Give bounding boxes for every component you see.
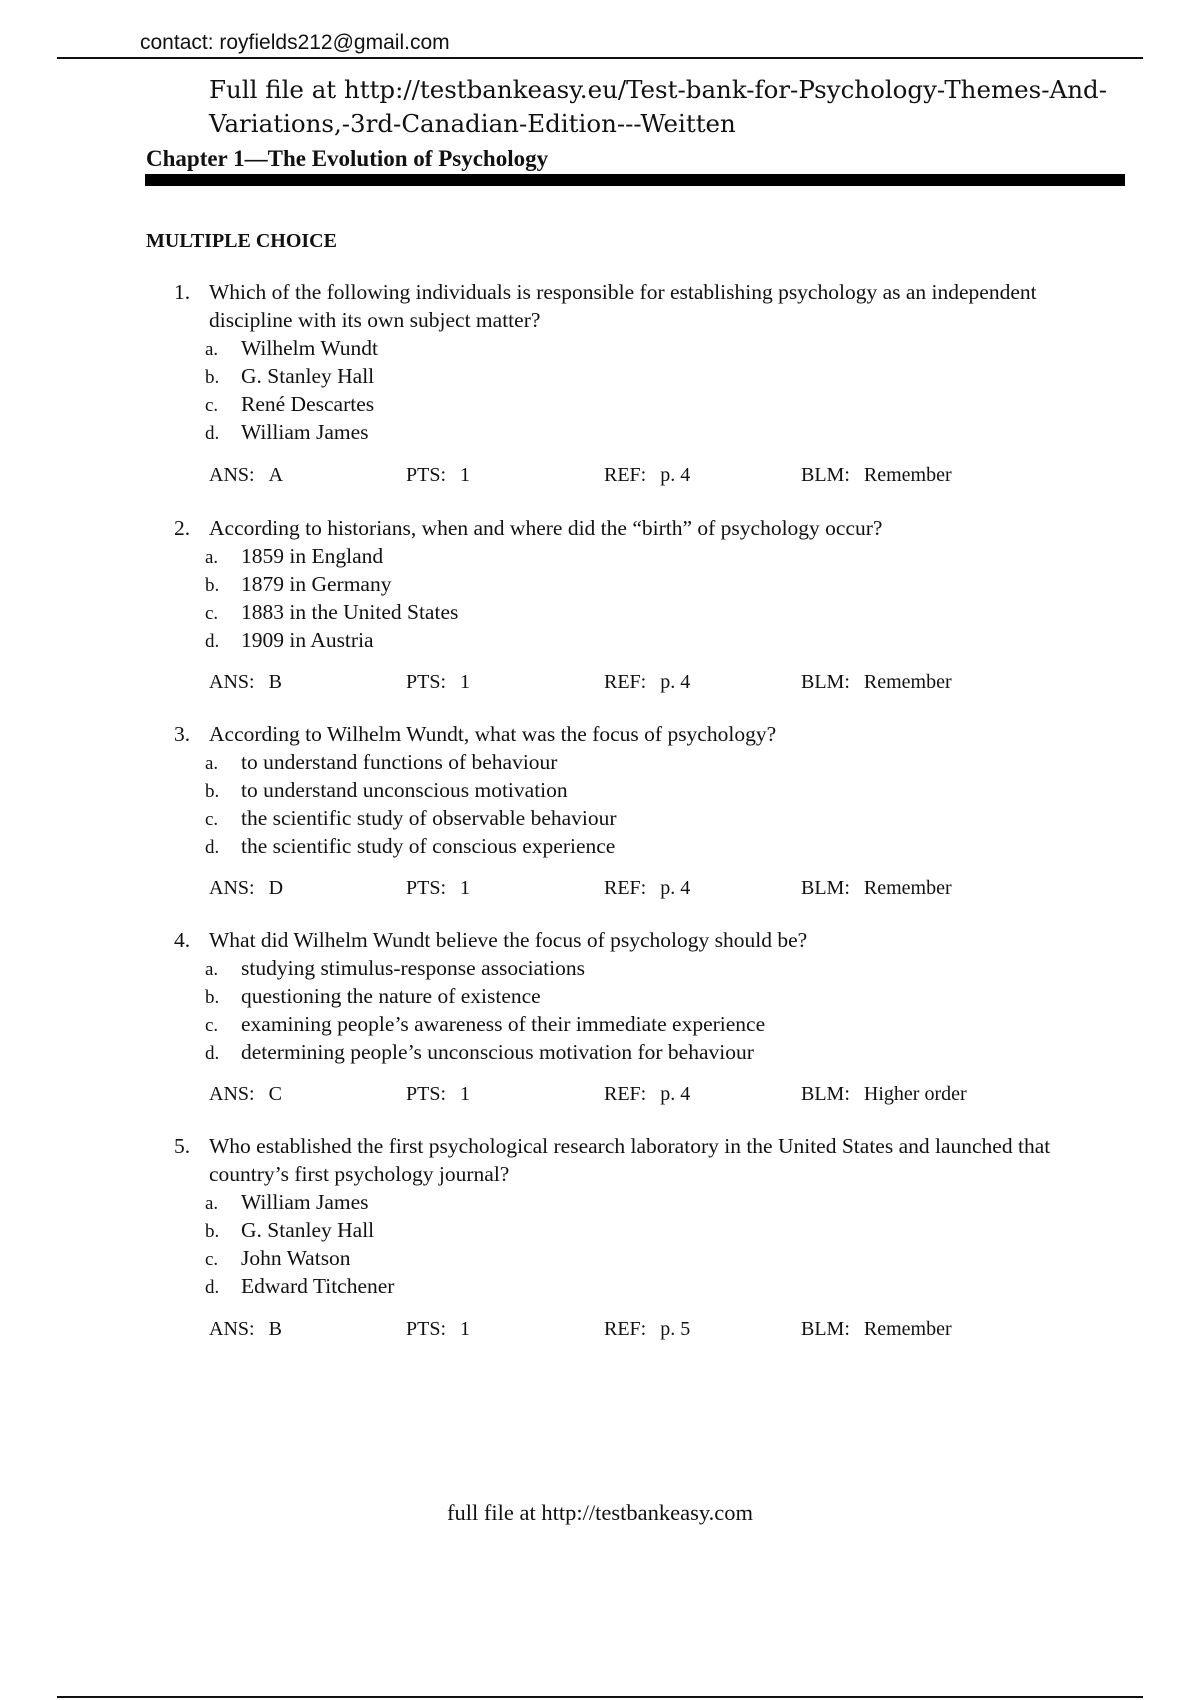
ref-value: p. 4 (660, 877, 691, 899)
blm-value: Remember (863, 1318, 952, 1340)
option-b (205, 362, 374, 392)
option-letter: c. (205, 603, 219, 624)
points-field (406, 874, 470, 902)
chapter-title: Chapter 1—The Evolution of Psychology (146, 146, 549, 171)
option-letter: c. (205, 1249, 219, 1270)
option-a (205, 954, 585, 984)
pts-label: PTS: (406, 1083, 447, 1105)
question-number: 5. (174, 1134, 191, 1158)
section-title: MULTIPLE CHOICE (146, 230, 337, 252)
contact-line: contact: royfields212@gmail.com (140, 31, 450, 54)
blooms-field (801, 1080, 967, 1108)
answer-field (209, 668, 282, 696)
option-b (205, 570, 391, 600)
option-letter: b. (205, 781, 220, 802)
option-text: determining people’s unconscious motivation for behaviour (241, 1040, 754, 1064)
question-text: What did Wilhelm Wundt believe the focus of psychology should be? (209, 928, 808, 952)
blm-value: Remember (863, 877, 952, 899)
pts-label: PTS: (406, 464, 447, 486)
option-c (205, 1244, 351, 1274)
question-stem (174, 926, 1119, 954)
ans-value: C (268, 1083, 282, 1105)
option-d (205, 832, 615, 862)
option-letter: a. (205, 1193, 219, 1214)
ans-value: D (268, 877, 284, 899)
option-text: 1909 in Austria (241, 628, 374, 652)
option-text: 1883 in the United States (241, 600, 459, 624)
option-text: 1859 in England (241, 544, 384, 568)
ref-label: REF: (604, 1083, 647, 1105)
option-text: Wilhelm Wundt (241, 336, 379, 360)
pts-value: 1 (460, 671, 471, 693)
option-letter: a. (205, 339, 219, 360)
question-stem (174, 514, 1119, 542)
blm-value: Remember (863, 464, 952, 486)
option-letter: b. (205, 575, 220, 596)
option-a (205, 542, 383, 572)
option-letter: d. (205, 1277, 220, 1298)
option-letter: a. (205, 959, 219, 980)
ans-label: ANS: (209, 1083, 255, 1105)
option-text: Edward Titchener (241, 1274, 395, 1298)
option-a (205, 748, 557, 778)
option-letter: d. (205, 837, 220, 858)
option-letter: a. (205, 753, 219, 774)
option-c (205, 598, 458, 628)
ans-label: ANS: (209, 877, 255, 899)
blooms-field (801, 461, 952, 489)
pts-value: 1 (460, 464, 471, 486)
option-text: William James (241, 1190, 369, 1214)
ref-value: p. 4 (660, 1083, 691, 1105)
option-b (205, 776, 568, 806)
question-text: According to historians, when and where did the “birth” of psychology occur? (209, 516, 883, 540)
question-text: Which of the following individuals is responsible for establishing psychology as an independent discipline with its own subject matter? (209, 280, 1037, 332)
option-letter: b. (205, 1221, 220, 1242)
ref-value: p. 4 (660, 671, 691, 693)
blm-value: Remember (863, 671, 952, 693)
option-letter: b. (205, 367, 220, 388)
option-text: William James (241, 420, 369, 444)
points-field (406, 461, 470, 489)
option-text: studying stimulus-response associations (241, 956, 585, 980)
ref-label: REF: (604, 877, 647, 899)
option-c (205, 804, 617, 834)
footer-link[interactable]: full file at http://testbankeasy.com (447, 1500, 753, 1525)
blm-label: BLM: (801, 877, 850, 899)
option-letter: c. (205, 395, 219, 416)
option-c (205, 1010, 765, 1040)
blooms-field (801, 874, 952, 902)
question-text: According to Wilhelm Wundt, what was the focus of psychology? (209, 722, 777, 746)
answer-field (209, 461, 283, 489)
blooms-field (801, 668, 952, 696)
question-stem (174, 720, 1119, 748)
reference-field (604, 874, 690, 902)
pts-label: PTS: (406, 1318, 447, 1340)
answer-field (209, 874, 283, 902)
points-field (406, 1315, 470, 1343)
option-letter: a. (205, 547, 219, 568)
blm-label: BLM: (801, 464, 850, 486)
ref-label: REF: (604, 671, 647, 693)
option-text: René Descartes (241, 392, 375, 416)
question-stem (174, 1132, 1119, 1188)
ref-label: REF: (604, 1318, 647, 1340)
option-text: John Watson (241, 1246, 351, 1270)
pts-label: PTS: (406, 671, 447, 693)
reference-field (604, 1080, 690, 1108)
ans-label: ANS: (209, 1318, 255, 1340)
ans-label: ANS: (209, 464, 255, 486)
blm-label: BLM: (801, 1318, 850, 1340)
option-letter: c. (205, 1015, 219, 1036)
question-number: 4. (174, 928, 191, 952)
blm-value: Higher order (863, 1083, 967, 1105)
option-letter: d. (205, 1043, 220, 1064)
reference-field (604, 668, 690, 696)
points-field (406, 1080, 470, 1108)
ref-label: REF: (604, 464, 647, 486)
option-a (205, 334, 378, 364)
question-stem (174, 278, 1119, 334)
bottom-rule (57, 1696, 1143, 1698)
blooms-field (801, 1315, 952, 1343)
blm-label: BLM: (801, 671, 850, 693)
option-d (205, 1272, 394, 1302)
ans-value: A (268, 464, 284, 486)
blm-label: BLM: (801, 1083, 850, 1105)
option-text: the scientific study of observable behaviour (241, 806, 617, 830)
chapter-rule (145, 174, 1125, 186)
option-letter: c. (205, 809, 219, 830)
question-number: 1. (174, 280, 191, 304)
option-text: to understand functions of behaviour (241, 750, 558, 774)
option-b (205, 1216, 374, 1246)
pts-value: 1 (460, 877, 471, 899)
ref-value: p. 5 (660, 1318, 691, 1340)
reference-field (604, 461, 690, 489)
option-text: G. Stanley Hall (241, 1218, 375, 1242)
option-text: G. Stanley Hall (241, 364, 375, 388)
question-number: 3. (174, 722, 191, 746)
top-rule (57, 57, 1143, 59)
points-field (406, 668, 470, 696)
full-file-link[interactable]: Full file at http://testbankeasy.eu/Test-bank-for-Psychology-Themes-And-Variations,-3rd-Canadian-Edition---Weitten (209, 75, 1107, 138)
answer-field (209, 1080, 282, 1108)
option-a (205, 1188, 369, 1218)
option-letter: d. (205, 423, 220, 444)
ans-value: B (268, 671, 282, 693)
ans-label: ANS: (209, 671, 255, 693)
option-b (205, 982, 541, 1012)
option-text: examining people’s awareness of their immediate experience (241, 1012, 766, 1036)
option-c (205, 390, 374, 420)
option-letter: b. (205, 987, 220, 1008)
reference-field (604, 1315, 690, 1343)
ref-value: p. 4 (660, 464, 691, 486)
option-d (205, 1038, 754, 1068)
option-letter: d. (205, 631, 220, 652)
pts-value: 1 (460, 1318, 471, 1340)
ans-value: B (268, 1318, 282, 1340)
pts-value: 1 (460, 1083, 471, 1105)
answer-field (209, 1315, 282, 1343)
option-d (205, 418, 369, 448)
question-number: 2. (174, 516, 191, 540)
question-text: Who established the first psychological research laboratory in the United States and launched that country’s first psychology journal? (209, 1134, 1051, 1186)
option-d (205, 626, 374, 656)
option-text: the scientific study of conscious experience (241, 834, 616, 858)
option-text: 1879 in Germany (241, 572, 392, 596)
option-text: questioning the nature of existence (241, 984, 541, 1008)
option-text: to understand unconscious motivation (241, 778, 568, 802)
pts-label: PTS: (406, 877, 447, 899)
